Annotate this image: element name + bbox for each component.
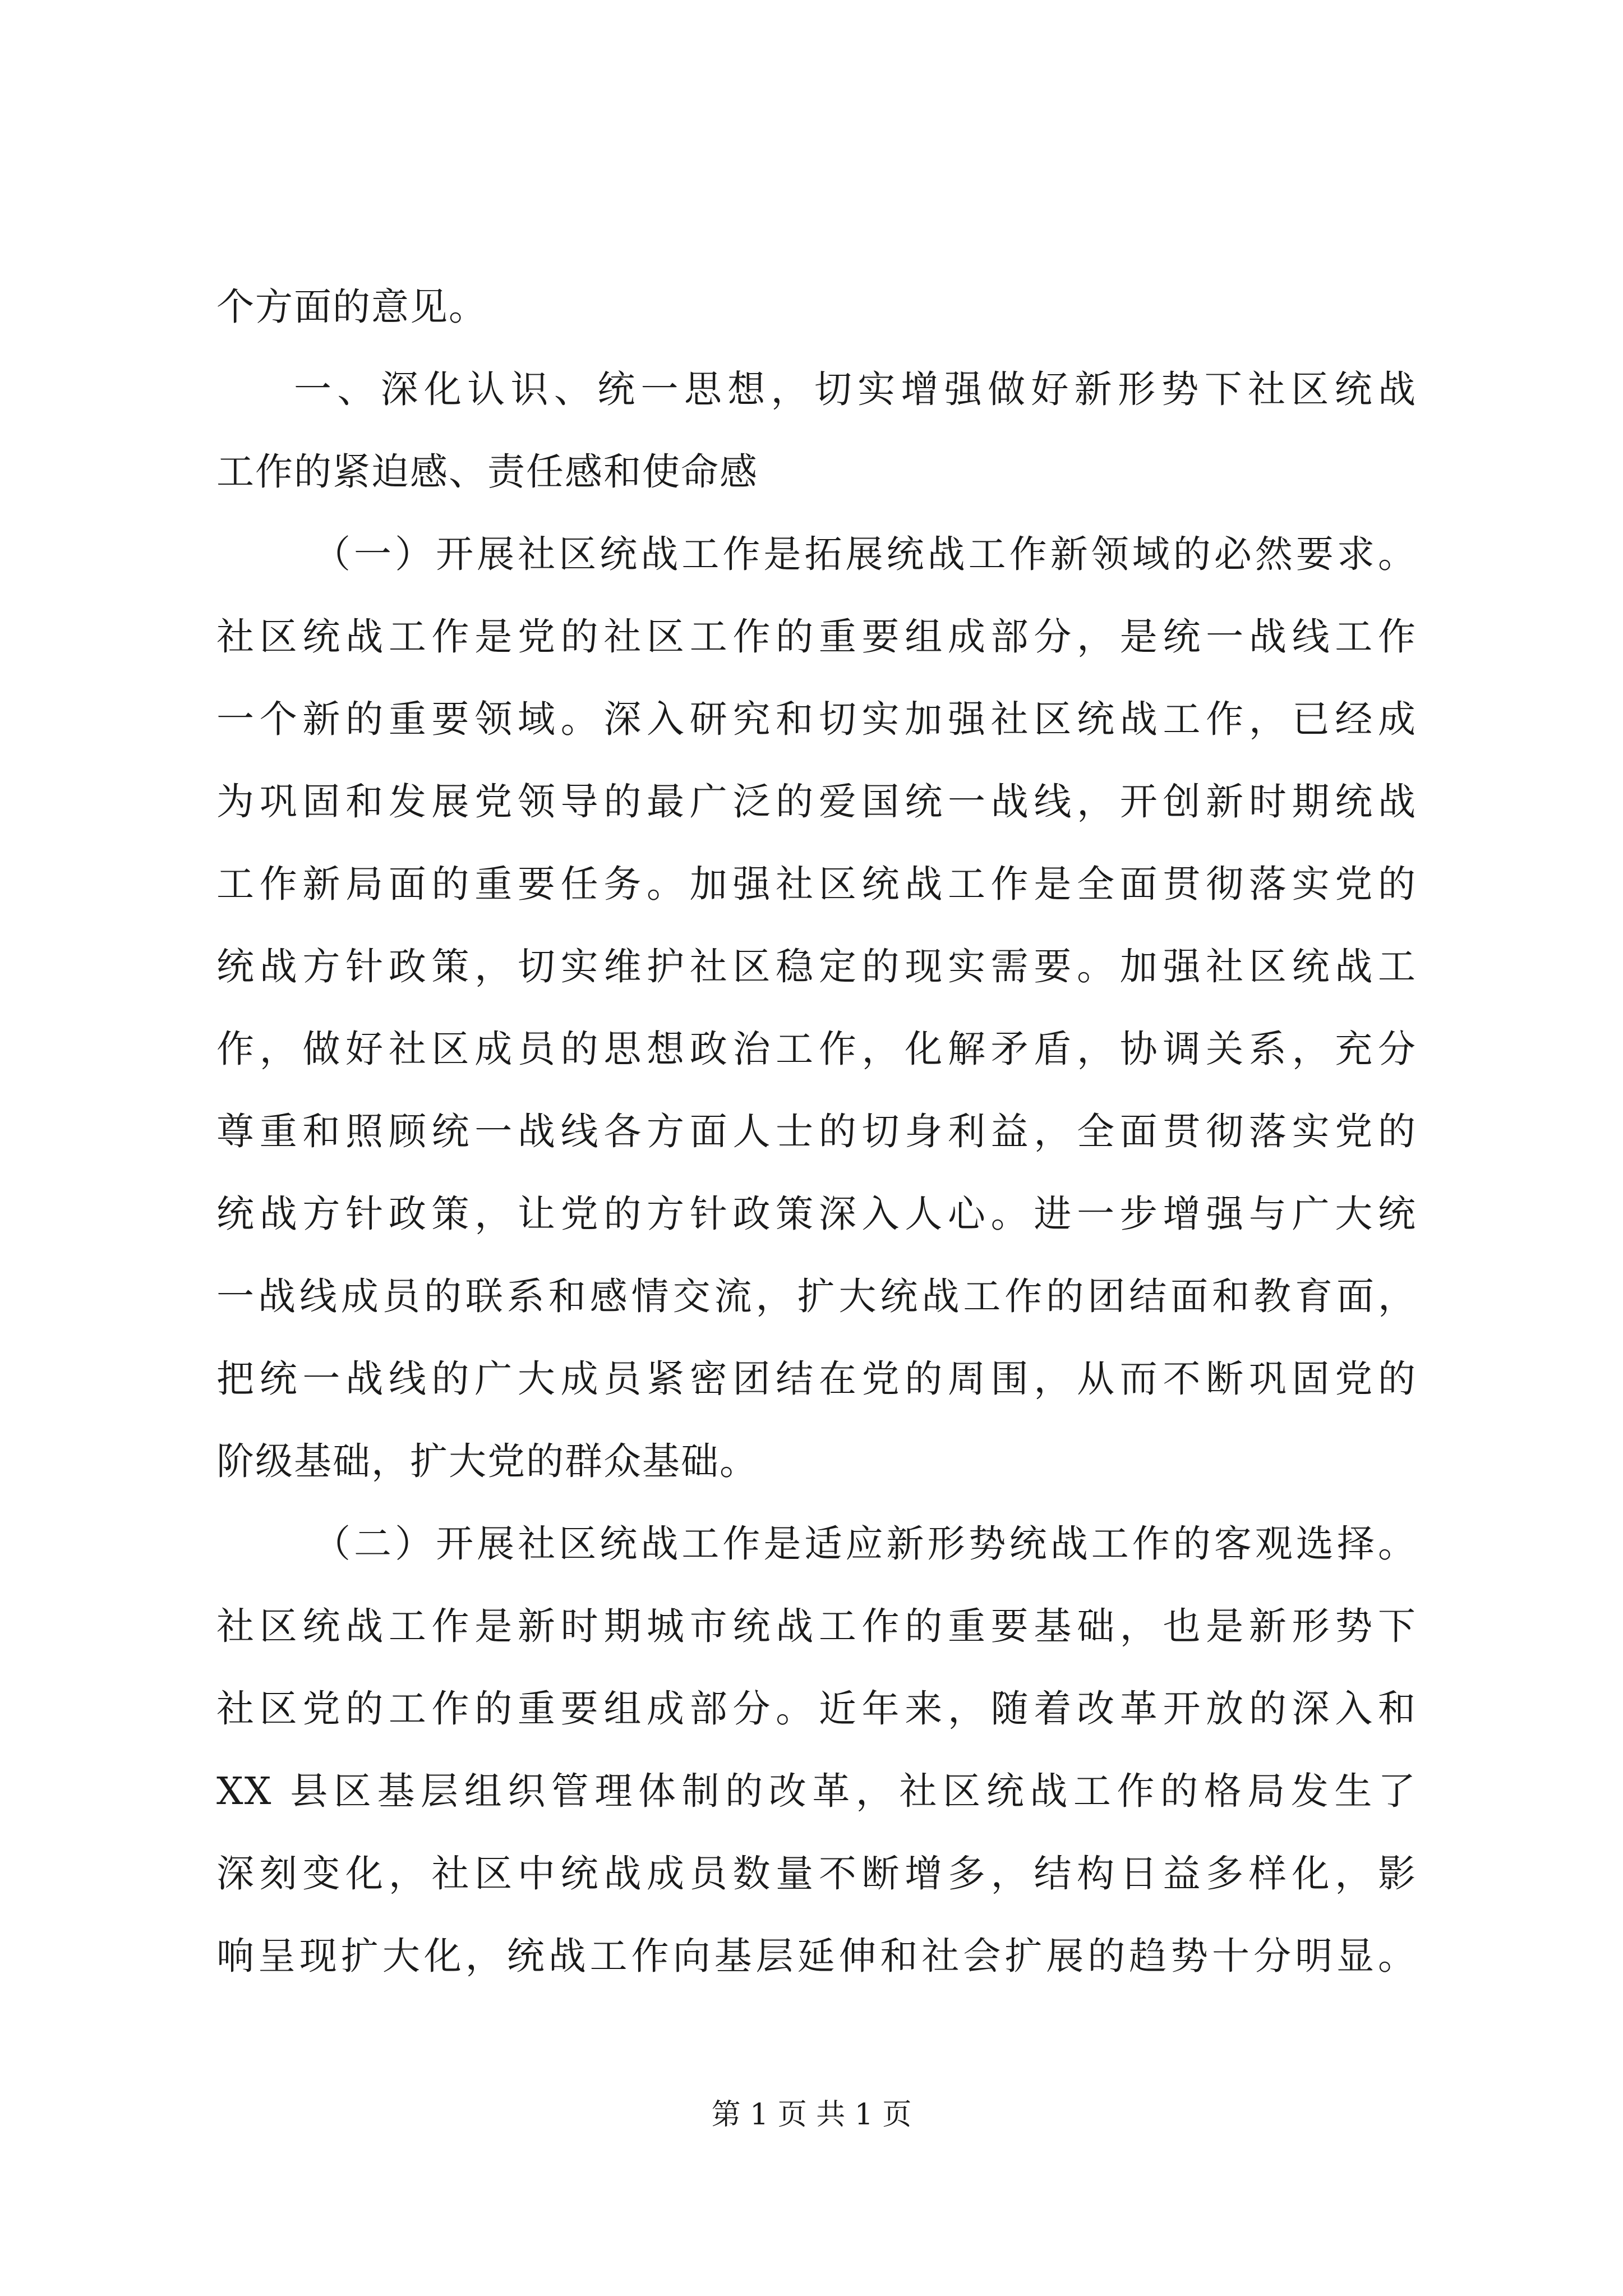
text-line: 社区统战工作是党的社区工作的重要组成部分，是统一战线工作 — [216, 615, 1417, 659]
page-number-label: 第 1 页 共 1 页 — [711, 2098, 912, 2132]
text-line: 为巩固和发展党领导的最广泛的爱国统一战线，开创新时期统战 — [216, 780, 1417, 823]
section-heading-line: 工作的紧迫感、责任感和使命感 — [216, 450, 758, 494]
document-body — [216, 266, 1417, 1998]
page-footer — [0, 2098, 1623, 2132]
text-line: 统战方针政策，让党的方针政策深入人心。进一步增强与广大统 — [216, 1192, 1417, 1236]
text-line: XX 县区基层组织管理体制的改革，社区统战工作的格局发生了 — [216, 1769, 1417, 1813]
text-line: 响呈现扩大化，统战工作向基层延伸和社会扩展的趋势十分明显。 — [216, 1934, 1417, 1978]
text-line: 一个新的重要领域。深入研究和切实加强社区统战工作，已经成 — [216, 697, 1417, 741]
text-line: 社区统战工作是新时期城市统战工作的重要基础，也是新形势下 — [216, 1604, 1417, 1648]
text-line: 个方面的意见。 — [216, 285, 487, 329]
text-line: 统战方针政策，切实维护社区稳定的现实需要。加强社区统战工 — [216, 945, 1417, 988]
text-line: 一战线成员的联系和感情交流，扩大统战工作的团结面和教育面， — [216, 1274, 1417, 1318]
text-line: 工作新局面的重要任务。加强社区统战工作是全面贯彻落实党的 — [216, 862, 1417, 906]
subsection-heading-line: （二）开展社区统战工作是适应新形势统战工作的客观选择。 — [313, 1522, 1417, 1566]
text-line: 深刻变化，社区中统战成员数量不断增多，结构日益多样化，影 — [216, 1852, 1417, 1895]
text-line: 尊重和照顾统一战线各方面人士的切身利益，全面贯彻落实党的 — [216, 1110, 1417, 1153]
subsection-heading-line: （一）开展社区统战工作是拓展统战工作新领域的必然要求。 — [313, 532, 1417, 576]
text-line: 社区党的工作的重要组成部分。近年来，随着改革开放的深入和 — [216, 1687, 1417, 1731]
section-heading-line: 一、深化认识、统一思想，切实增强做好新形势下社区统战 — [294, 367, 1417, 411]
text-line: 作，做好社区成员的思想政治工作，化解矛盾，协调关系，充分 — [216, 1027, 1417, 1071]
text-line: 阶级基础，扩大党的群众基础。 — [216, 1439, 758, 1483]
text-line: 把统一战线的广大成员紧密团结在党的周围，从而不断巩固党的 — [216, 1357, 1417, 1401]
